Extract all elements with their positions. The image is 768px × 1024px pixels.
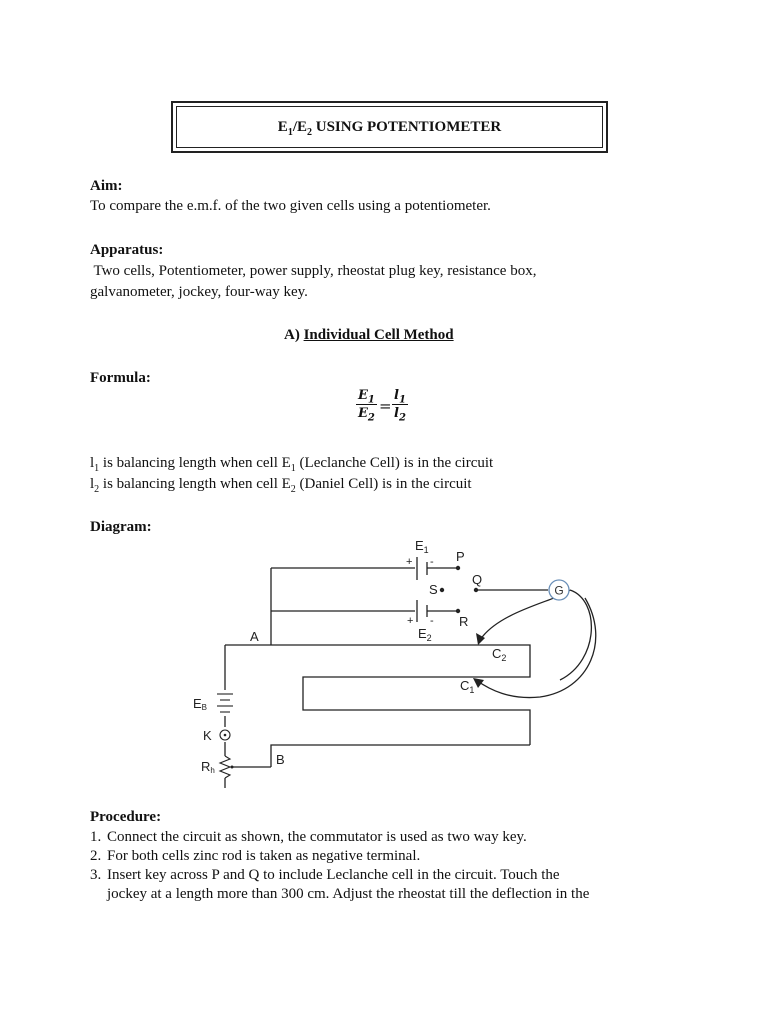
terminal-s: [440, 588, 444, 592]
diagram-heading: Diagram:: [90, 519, 152, 535]
terminal-p: [456, 566, 460, 570]
label-p: P: [456, 549, 465, 564]
label-e2-minus: -: [430, 615, 434, 627]
definition-l2: $l_2$ is balancing length when cell $E_2$ (Daniel Cell) is in the circuit: [90, 476, 472, 495]
page-title: $E_1/E_2$ USING POTENTIOMETER: [277, 118, 502, 138]
potentiometer-bottom: [271, 745, 530, 767]
label-s: S: [429, 582, 438, 597]
procedure-item: 1. Connect the circuit as shown, the commutator is used as two way key.: [90, 829, 527, 845]
label-e2-plus: +: [407, 615, 414, 627]
label-b: B: [276, 752, 285, 767]
label-e1-plus: +: [406, 556, 413, 568]
procedure-item: 2. For both cells zinc rod is taken as negative terminal.: [90, 848, 421, 864]
label-e1: $E_1$: [415, 538, 429, 555]
label-c1: $C_1$: [460, 678, 475, 695]
procedure-heading: Procedure:: [90, 809, 162, 825]
label-e2: $E_2$: [418, 626, 432, 643]
procedure-item: 3. Insert key across P and Q to include Leclanche cell in the circuit. Touch the jockey at a length more than 300 cm. Adjust the rheostat till the deflection in the: [90, 867, 590, 902]
label-r: R: [459, 614, 469, 629]
rheostat-zigzag: [220, 756, 230, 778]
arrow-c1: [473, 678, 484, 688]
aim-text: To compare the e.m.f. of the two given cells using a potentiometer.: [90, 198, 491, 214]
label-a: A: [250, 629, 259, 644]
terminal-q: [474, 588, 478, 592]
formula-equals: =: [379, 397, 392, 415]
label-q: Q: [472, 572, 483, 587]
procedure-list: [90, 828, 690, 904]
potentiometer-wire: [225, 645, 530, 745]
terminal-r: [456, 609, 460, 613]
aim-heading: Aim:: [90, 178, 123, 194]
apparatus-line-1: Two cells, Potentiometer, power supply, rheostat plug key, resistance box,: [90, 263, 537, 279]
definition-l1: $l_1$ is balancing length when cell $E_1$ (Leclanche Cell) is in the circuit: [90, 455, 494, 474]
formula-heading: Formula:: [90, 370, 151, 386]
jockey-wire-c2: [480, 590, 591, 680]
galvanometer-label: G: [554, 583, 564, 598]
method-heading: A) Individual Cell Method: [284, 327, 454, 343]
apparatus-line-2: galvanometer, jockey, four-way key.: [90, 284, 308, 300]
label-k: K: [203, 728, 212, 743]
label-e1-minus: -: [430, 556, 434, 568]
key-k-dot: [224, 734, 227, 737]
label-rh: Rh: [201, 759, 215, 775]
rheostat-contact: [231, 766, 234, 769]
formula-rhs-fraction: $\frac{l_1}{l_2}$: [394, 388, 406, 424]
apparatus-heading: Apparatus:: [90, 242, 164, 258]
label-eb: EB: [193, 696, 208, 712]
label-c2: $C_2$: [492, 646, 507, 663]
formula-lhs-fraction: $\frac{E_1}{E_2}$: [358, 388, 375, 424]
